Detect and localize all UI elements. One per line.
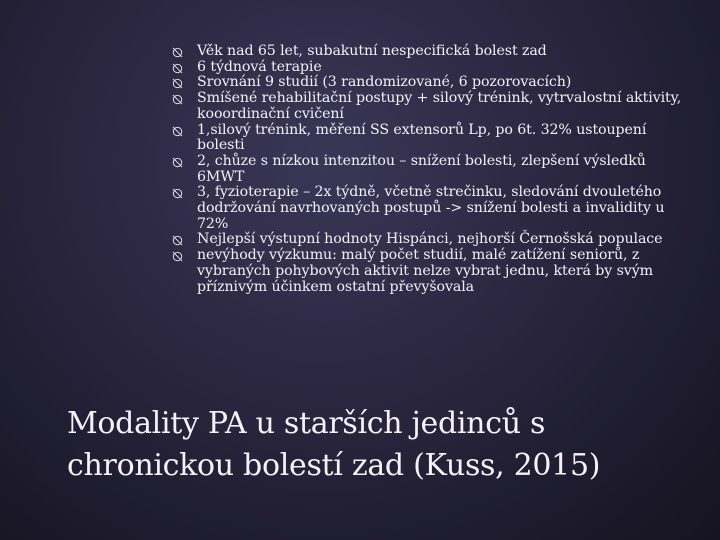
slide-title: Modality PA u starších jedinců s chronickou bolestí zad (Kuss, 2015) xyxy=(67,406,601,483)
bullet-list xyxy=(172,44,690,295)
bullet-item xyxy=(172,44,690,60)
bullet-text: 6 týdnová terapie xyxy=(197,58,322,75)
cross-circle-bullet-icon xyxy=(172,94,183,105)
bullet-text: Věk nad 65 let, subakutní nespecifická bolest zad xyxy=(197,43,547,59)
bullet-text: Nejlepší výstupní hodnoty Hispánci, nejhorší Černošská populace xyxy=(197,231,663,248)
bullet-item xyxy=(172,232,690,248)
cross-circle-bullet-icon xyxy=(172,235,183,246)
bullet-item xyxy=(172,60,690,76)
bullet-item xyxy=(172,185,690,232)
cross-circle-bullet-icon xyxy=(172,78,183,89)
cross-circle-bullet-icon xyxy=(172,47,183,58)
bullet-text: 1,silový trénink, měření SS extensorů Lp, po 6t. 32% ustoupení bolesti xyxy=(197,121,647,154)
bullet-text: Smíšené rehabilitační postupy + silový trénink, vytrvalostní aktivity, kooordinační cvičení xyxy=(197,90,682,122)
cross-circle-bullet-icon xyxy=(172,126,183,137)
bullet-item xyxy=(172,91,690,122)
cross-circle-bullet-icon xyxy=(172,251,183,262)
bullet-text: Srovnání 9 studií (3 randomizované, 6 pozorovacích) xyxy=(197,74,572,91)
bullet-text: nevýhody výzkumu: malý počet studií, malé zatížení seniorů, z vybraných pohybových aktivit nelze vybrat jednu, která by svým příznivým účinkem ostatní převyšovala xyxy=(197,247,653,295)
bullet-item xyxy=(172,248,690,295)
bullet-text: 2, chůze s nízkou intenzitou – snížení bolesti, zlepšení výsledků 6MWT xyxy=(197,152,646,185)
cross-circle-bullet-icon xyxy=(172,157,183,168)
cross-circle-bullet-icon xyxy=(172,63,183,74)
cross-circle-bullet-icon xyxy=(172,188,183,199)
bullet-item xyxy=(172,154,690,185)
bullet-item xyxy=(172,75,690,91)
bullet-item xyxy=(172,123,690,154)
bullet-text: 3, fyzioterapie – 2x týdně, včetně strečinku, sledování dvouletého dodržování navrhovaných postupů -> snížení bolesti a invalidity u 72% xyxy=(197,184,665,232)
